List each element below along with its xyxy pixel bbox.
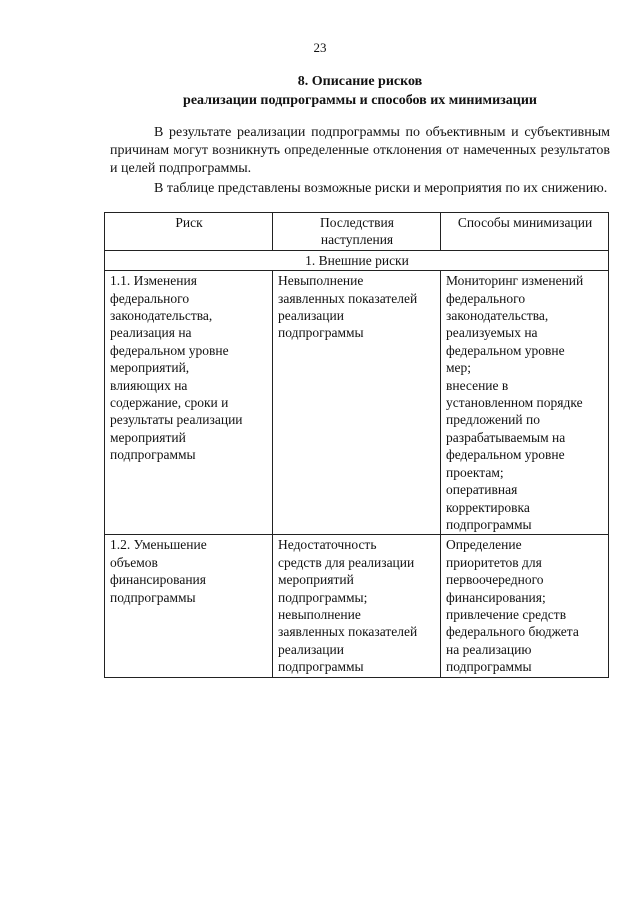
cell-line: реализации: [278, 641, 344, 657]
cell-line: невыполнение: [278, 606, 361, 622]
cell-line: Определение: [446, 537, 522, 553]
cell-line: содержание, сроки и: [110, 395, 229, 411]
cell-line: средств для реализации: [278, 554, 415, 570]
cell-line: подпрограммы: [110, 589, 196, 605]
cell-line: подпрограммы: [446, 516, 532, 532]
consequences-cell: [273, 271, 441, 535]
mitigation-cell: [441, 535, 609, 677]
cell-line: объемов: [110, 554, 158, 570]
cell-line: мероприятий,: [110, 360, 190, 376]
cell-line: федерального бюджета: [446, 624, 579, 640]
cell-line: федерального: [110, 290, 190, 306]
mitigation-cell: [441, 271, 609, 535]
cell-line: подпрограммы: [278, 659, 364, 675]
cell-line: мероприятий: [278, 572, 354, 588]
risk-cell: [105, 535, 273, 677]
cell-line: результаты реализации: [110, 412, 243, 428]
header-consequences-line: Последствия: [320, 215, 394, 230]
cell-line: заявленных показателей: [278, 290, 418, 306]
header-risk-line: Риск: [175, 215, 203, 230]
table-row: [105, 535, 609, 677]
cell-line: проектам;: [446, 464, 504, 480]
section-row: [105, 250, 609, 270]
cell-line: привлечение средств: [446, 606, 567, 622]
page-number: 23: [313, 40, 327, 55]
cell-line: мероприятий: [110, 429, 186, 445]
cell-line: оперативная: [446, 482, 518, 498]
section-title: [110, 72, 610, 110]
cell-line: заявленных показателей: [278, 624, 418, 640]
cell-line: Недостаточность: [278, 537, 377, 553]
cell-line: на реализацию: [446, 641, 532, 657]
cell-line: подпрограммы: [446, 659, 532, 675]
consequences-cell: [273, 535, 441, 677]
cell-line: внесение в: [446, 377, 509, 393]
header-mitigation-line: Способы минимизации: [457, 215, 593, 230]
table-row: [105, 271, 609, 535]
cell-line: федеральном уровне: [446, 447, 565, 463]
section-title-line1: 8. Описание рисков: [297, 74, 423, 89]
header-consequences: [273, 213, 441, 251]
header-consequences-line: наступления: [320, 232, 394, 248]
cell-line: подпрограммы;: [278, 589, 368, 605]
cell-line: финансирования;: [446, 589, 546, 605]
section-external-risks: 1. Внешние риски: [105, 250, 609, 270]
cell-line: реализация на: [110, 325, 192, 341]
cell-line: подпрограммы: [110, 447, 196, 463]
cell-line: Невыполнение: [278, 273, 364, 289]
section-title-line2: реализации подпрограммы и способов их минимизации: [183, 93, 537, 108]
cell-line: 1.2. Уменьшение: [110, 537, 207, 553]
risks-table: [104, 212, 609, 678]
cell-line: федеральном уровне: [110, 342, 229, 358]
cell-line: 1.1. Изменения: [110, 273, 197, 289]
cell-line: законодательства,: [446, 308, 549, 324]
cell-line: подпрограммы: [278, 325, 364, 341]
cell-line: влияющих на: [110, 377, 188, 393]
cell-line: финансирования: [110, 572, 206, 588]
cell-line: приоритетов для: [446, 554, 542, 570]
table-header-row: [105, 213, 609, 251]
cell-line: мер;: [446, 360, 472, 376]
cell-line: законодательства,: [110, 308, 213, 324]
cell-line: установленном порядке: [446, 395, 583, 411]
risk-cell: [105, 271, 273, 535]
cell-line: предложений по: [446, 412, 540, 428]
cell-line: реализации: [278, 308, 344, 324]
cell-line: реализуемых на: [446, 325, 538, 341]
header-mitigation: [441, 213, 609, 251]
cell-line: федерального: [446, 290, 526, 306]
cell-line: Мониторинг изменений: [446, 273, 584, 289]
header-risk: [105, 213, 273, 251]
table-intro-paragraph: В таблице представлены возможные риски и мероприятия по их снижению.: [154, 181, 608, 196]
cell-line: федеральном уровне: [446, 342, 565, 358]
intro-paragraph: В результате реализации подпрограммы по объективным и субъективным причинам могут возникнуть определенные отклонения от намеченных результатов и целей подпрограммы.: [110, 125, 610, 176]
cell-line: корректировка: [446, 499, 530, 515]
cell-line: первоочередного: [446, 572, 544, 588]
cell-line: разрабатываемым на: [446, 429, 566, 445]
